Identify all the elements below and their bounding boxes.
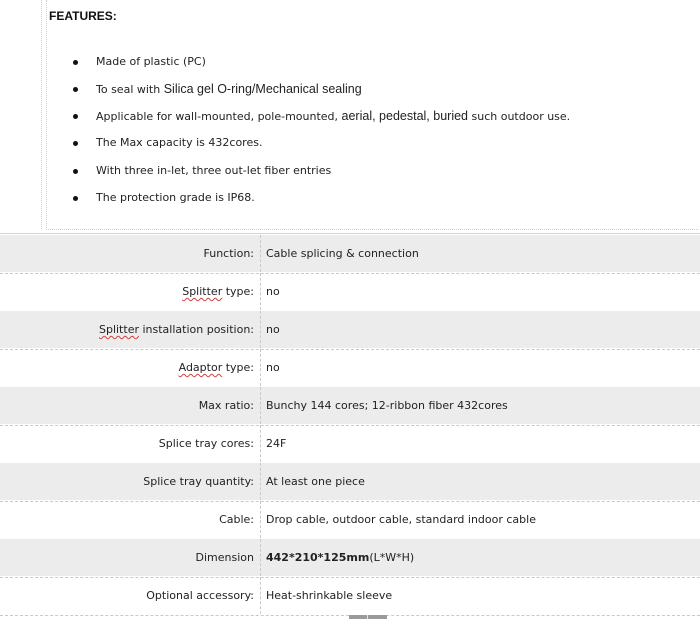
- spec-label: Splice tray quantity:: [143, 475, 254, 488]
- spec-value: no: [266, 323, 280, 336]
- spec-value-unit: (L*W*H): [369, 551, 415, 564]
- feature-text-highlight: Silica gel O-ring/Mechanical sealing: [163, 82, 362, 96]
- features-box: [46, 0, 700, 230]
- spec-value: no: [266, 361, 280, 374]
- scroll-handle[interactable]: [349, 615, 387, 619]
- table-row: [0, 577, 700, 616]
- table-row: [0, 349, 700, 388]
- feature-text: Applicable for wall-mounted, pole-mounted,: [96, 110, 342, 123]
- table-row: [0, 273, 700, 312]
- spec-value: Cable splicing & connection: [266, 247, 419, 260]
- feature-text-highlight: aerial, pedestal, buried: [341, 109, 469, 123]
- feature-text: With three in-let, three out-let fiber entries: [96, 164, 332, 177]
- spec-label: installation position:: [138, 323, 254, 336]
- bullet-icon: [73, 141, 78, 146]
- table-top-divider: [0, 233, 700, 234]
- spec-value: Heat-shrinkable sleeve: [266, 589, 393, 602]
- spec-label: Optional accessory:: [146, 589, 254, 602]
- spec-value-dimensions: 442*210*125mm: [266, 551, 370, 564]
- feature-text: To seal with: [96, 83, 164, 96]
- bullet-icon: [73, 114, 78, 119]
- features-section: [0, 0, 700, 232]
- table-row: [0, 311, 700, 350]
- spec-label-flagged-word: Splitter: [98, 323, 139, 336]
- spec-value: Drop cable, outdoor cable, standard indoor cable: [266, 513, 536, 526]
- spec-label-flagged-word: Adaptor: [178, 361, 223, 374]
- table-row: [0, 539, 700, 578]
- feature-text-tail: such outdoor use.: [468, 110, 571, 123]
- spec-label: Function:: [203, 247, 254, 260]
- feature-text: Made of plastic (PC): [96, 55, 206, 68]
- table-row: [0, 501, 700, 540]
- spec-label: type:: [222, 361, 254, 374]
- spec-value: 24F: [266, 437, 287, 450]
- spec-label: Cable:: [219, 513, 254, 526]
- spec-label: Dimension: [195, 551, 254, 564]
- table-row: [0, 463, 700, 502]
- bullet-icon: [73, 60, 78, 65]
- spec-value: Bunchy 144 cores; 12-ribbon fiber 432cores: [266, 399, 508, 412]
- table-row: [0, 425, 700, 464]
- spec-label-flagged-word: Splitter: [182, 285, 223, 298]
- spec-value: no: [266, 285, 280, 298]
- feature-text: The Max capacity is 432cores.: [96, 136, 263, 149]
- bullet-icon: [73, 87, 78, 92]
- left-margin-column: [0, 0, 42, 229]
- spec-value: At least one piece: [266, 475, 365, 488]
- feature-text: The protection grade is IP68.: [96, 191, 255, 204]
- spec-label: Max ratio:: [198, 399, 254, 412]
- spec-label: Splice tray cores:: [158, 437, 254, 450]
- bullet-icon: [73, 196, 78, 201]
- features-title: FEATURES:: [49, 9, 117, 23]
- table-row: [0, 387, 700, 426]
- table-row: [0, 235, 700, 274]
- bullet-icon: [73, 169, 78, 174]
- spec-label: type:: [222, 285, 254, 298]
